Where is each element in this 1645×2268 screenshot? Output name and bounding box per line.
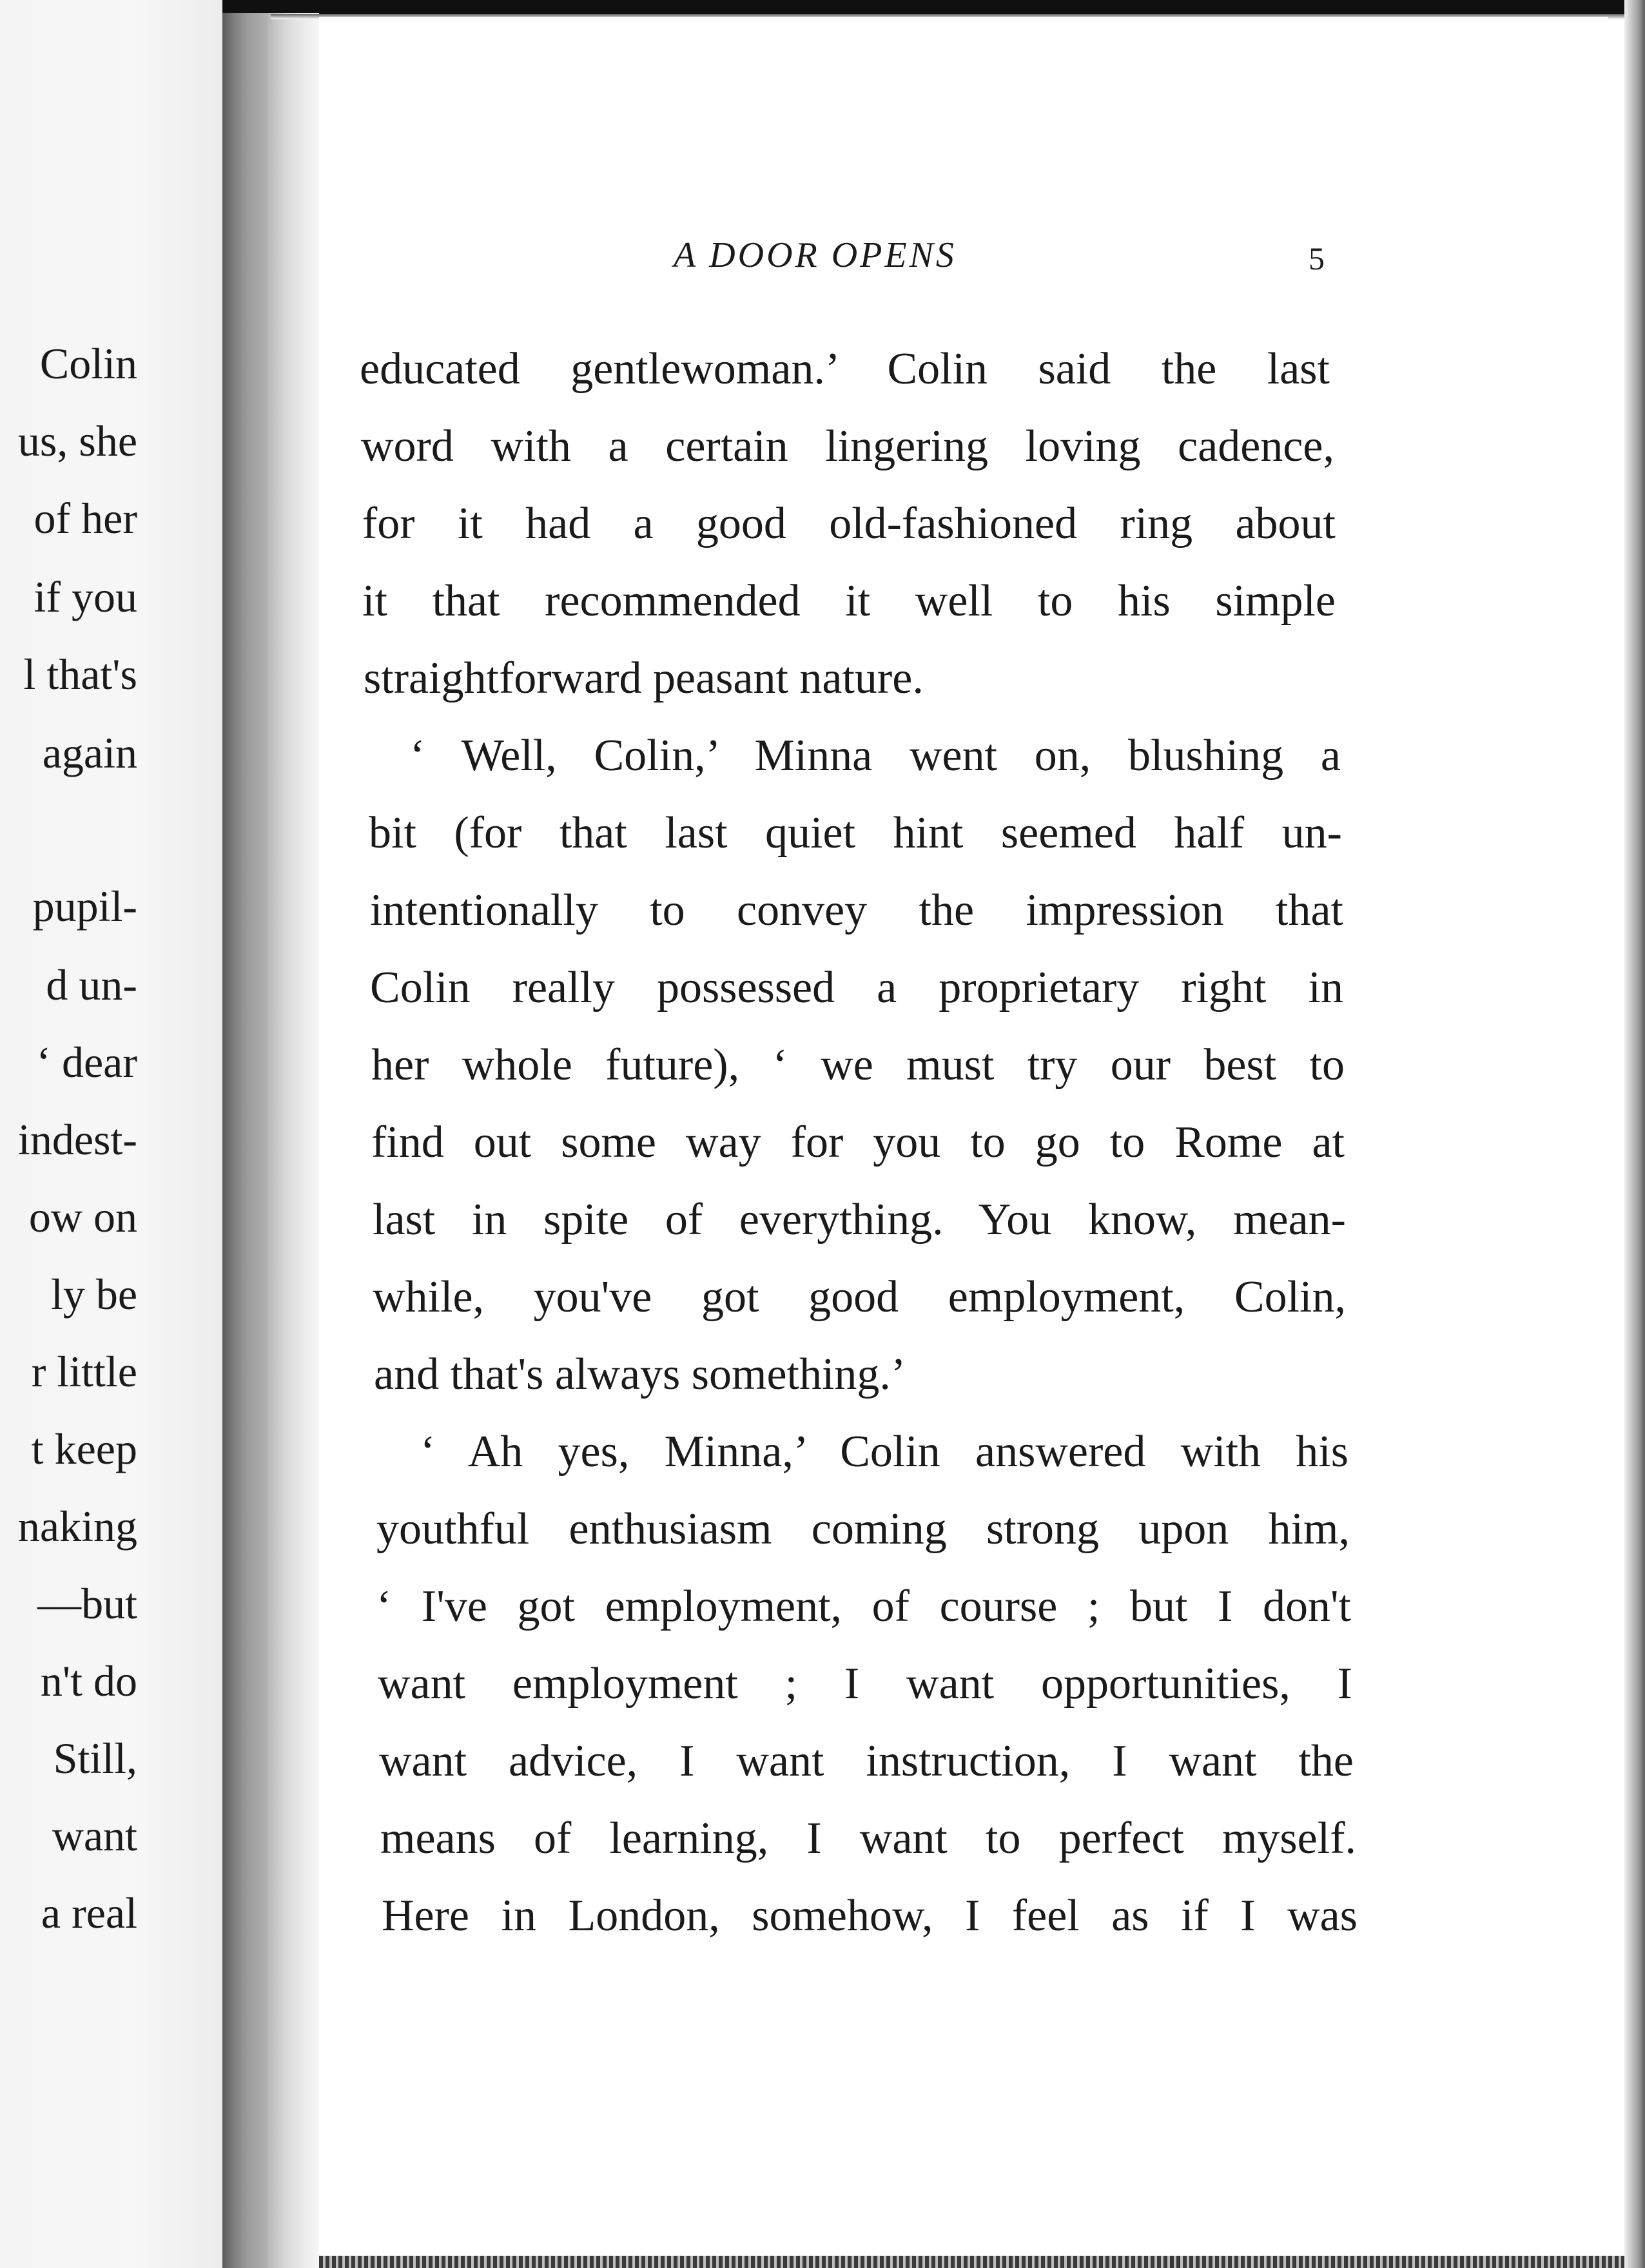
book-gutter-shadow — [222, 13, 268, 2268]
left-page-line: naking — [17, 1502, 137, 1551]
left-page-line: a real — [41, 1888, 137, 1937]
left-page-line: d un- — [46, 960, 137, 1009]
body-line: intentionally to convey the impression that — [370, 886, 1343, 935]
left-page-line: us, she — [17, 416, 137, 465]
left-page-line: n't do — [40, 1656, 137, 1705]
body-line: and that's always something.’ — [374, 1350, 906, 1399]
body-line: her whole future), ‘ we must try our best to — [371, 1040, 1345, 1090]
body-line: find out some way for you to go to Rome at — [371, 1118, 1345, 1167]
body-line: ‘ I've got employment, of course ; but I don't — [376, 1582, 1351, 1631]
body-line: ‘ Well, Colin,’ Minna went on, blushing a — [410, 731, 1341, 780]
left-page-line: t keep — [31, 1424, 137, 1473]
body-line: last in spite of everything. You know, mean- — [373, 1195, 1346, 1245]
page-number: 5 — [1309, 240, 1325, 276]
left-page-line: Colin — [39, 339, 137, 388]
left-page-line: l that's — [23, 650, 137, 699]
body-line: educated gentlewoman.’ Colin said the last — [360, 344, 1330, 394]
left-page-fragment — [0, 0, 222, 2268]
body-line: word with a certain lingering loving cadence, — [361, 422, 1334, 471]
body-line: bit (for that last quiet hint seemed half un- — [369, 808, 1342, 858]
left-page-line: ‘ dear — [36, 1038, 137, 1087]
body-line: youthful enthusiasm coming strong upon him, — [376, 1504, 1350, 1554]
body-line: want employment ; I want opportunities, I — [378, 1659, 1352, 1709]
body-line: means of learning, I want to perfect myself. — [380, 1814, 1356, 1863]
left-page-line: want — [52, 1811, 137, 1860]
body-line: Colin really possessed a proprietary right in — [370, 963, 1343, 1013]
left-page-line: again — [42, 728, 137, 777]
left-page-line: indest- — [17, 1115, 137, 1164]
left-page-line: r little — [31, 1347, 137, 1396]
body-line: want advice, I want instruction, I want the — [379, 1736, 1354, 1786]
body-line: while, you've got good employment, Colin, — [373, 1272, 1346, 1322]
running-head: A DOOR OPENS — [674, 235, 957, 275]
left-page-line: pupil- — [32, 882, 137, 931]
left-page-line: ow on — [28, 1192, 137, 1241]
left-page-line: —but — [37, 1579, 137, 1628]
body-line: straightforward peasant nature. — [364, 654, 924, 703]
book-gutter-highlight — [268, 13, 319, 2268]
body-line: Here in London, somehow, I feel as if I was — [382, 1891, 1358, 1941]
left-page-line: of her — [34, 494, 137, 543]
body-line: for it had a good old-fashioned ring about — [362, 499, 1336, 548]
page-bottom-edge — [319, 2256, 1624, 2268]
left-page-line: Still, — [53, 1734, 137, 1783]
left-page-line: ly be — [50, 1270, 137, 1319]
body-line: it that recommended it well to his simple — [362, 576, 1336, 626]
body-line: ‘ Ah yes, Minna,’ Colin answered with his — [420, 1427, 1348, 1477]
left-page-line: if you — [34, 572, 137, 621]
page-right-edge — [1624, 0, 1645, 2268]
